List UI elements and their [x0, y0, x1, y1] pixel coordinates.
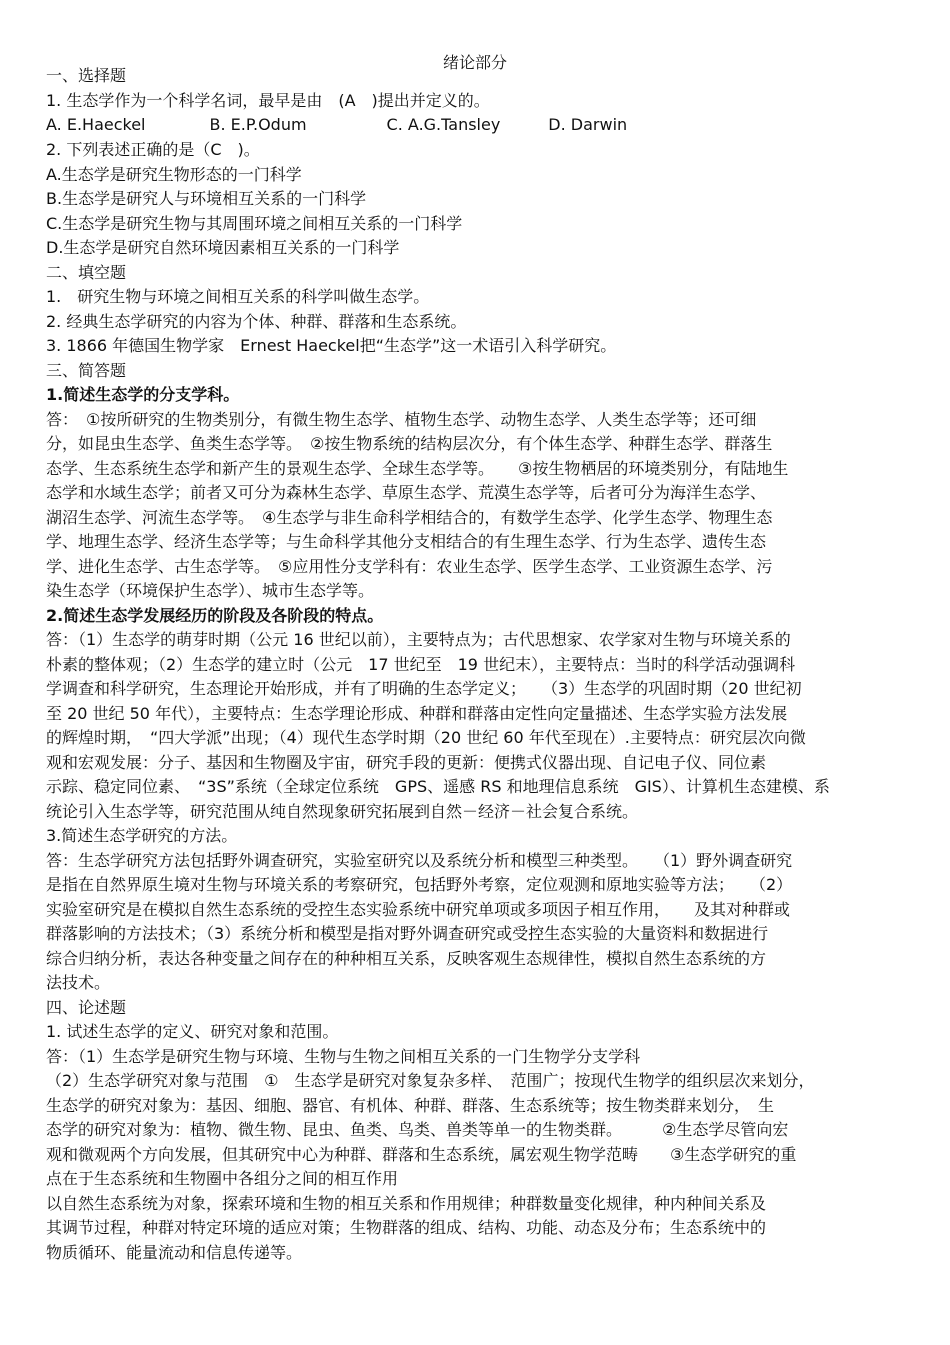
text-line: 观和宏观发展：分子、基因和生物圈及宇宙，研究手段的更新：便携式仪器出现、自记电子仪、同位素	[46, 753, 767, 772]
text-line: 三、简答题	[46, 361, 127, 380]
text-line: 态学和水域生态学；前者又可分为森林生态学、草原生态学、荒漠生态学等，后者可分为海洋生态学、	[46, 483, 767, 502]
text-line: 分，如昆虫生态学、鱼类生态学等。 ②按生物系统的结构层次分，有个体生态学、种群生态学、群落生	[46, 434, 773, 453]
text-line: 1.简述生态学的分支学科。	[46, 385, 240, 404]
text-line: 1. 研究生物与环境之间相互关系的科学叫做生态学。	[46, 287, 430, 306]
text-line: 至 20 世纪 50 年代），主要特点：生态学理论形成、种群和群落由定性向定量描述、生态学实验方法发展	[46, 704, 788, 723]
text-line: 1. 生态学作为一个科学名词，最早是由 (A )提出并定义的。	[46, 91, 490, 110]
text-line: 1. 试述生态学的定义、研究对象和范围。	[46, 1022, 339, 1041]
page-title: 绪论部分	[442, 53, 507, 72]
text-line: 3.简述生态学研究的方法。	[46, 826, 238, 845]
text-line: 答： ①按所研究的生物类别分，有微生物生态学、植物生态学、动物生态学、人类生态学等；还可细	[46, 410, 757, 429]
text-line: 态学的研究对象为：植物、微生物、昆虫、鱼类、鸟类、兽类等单一的生物类群。 ②生态学尽管向宏	[46, 1120, 789, 1139]
text-line: 法技术。	[46, 973, 111, 992]
text-line: 染生态学（环境保护生态学）、城市生态学等。	[46, 581, 375, 600]
text-line: 是指在自然界原生境对生物与环境关系的考察研究，包括野外考察，定位观测和原地实验等方法； （2）	[46, 875, 793, 894]
text-line: 其调节过程，种群对特定环境的适应对策；生物群落的组成、结构、功能、动态及分布；生态系统中的	[46, 1218, 767, 1237]
text-line: A. E.Haeckel B. E.P.Odum C. A.G.Tansley D. Darwin	[46, 115, 628, 134]
text-line: 态学、生态系统生态学和新产生的景观生态学、全球生态学等。 ③按生物栖居的环境类别分，有陆地生	[46, 459, 789, 478]
text-line: 群落影响的方法技术；（3）系统分析和模型是指对野外调查研究或受控生态实验的大量资料和数据进行	[46, 924, 769, 943]
text-line: 2. 经典生态学研究的内容为个体、种群、群落和生态系统。	[46, 312, 467, 331]
text-line: 湖沼生态学、河流生态学等。 ④生态学与非生命科学相结合的，有数学生态学、化学生态学、物理生态	[46, 508, 773, 527]
text-line: 学、地理生态学、经济生态学等；与生命科学其他分支相结合的有生理生态学、行为生态学、遗传生态	[46, 532, 767, 551]
text-line: 统论引入生态学等，研究范围从纯自然现象研究拓展到自然－经济－社会复合系统。	[46, 802, 639, 821]
text-line: 答：（1）生态学是研究生物与环境、生物与生物之间相互关系的一门生物学分支学科	[46, 1047, 641, 1066]
text-line: A.生态学是研究生物形态的一门科学	[46, 165, 302, 184]
text-line: 2. 下列表述正确的是（C )。	[46, 140, 260, 159]
text-line: 一、选择题	[46, 66, 127, 85]
text-line: 实验室研究是在模拟自然生态系统的受控生态实验系统中研究单项或多项因子相互作用， 及其对种群或	[46, 900, 791, 919]
text-line: 以自然生态系统为对象，探索环境和生物的相互关系和作用规律；种群数量变化规律，种内种间关系及	[46, 1194, 767, 1213]
text-line: 的辉煌时期， “四大学派”出现；（4）现代生态学时期（20 世纪 60 年代至现在）.主要特点：研究层次向微	[46, 728, 806, 747]
text-line: 综合归纳分析，表达各种变量之间存在的种种相互关系，反映客观生态规律性，模拟自然生态系统的方	[46, 949, 767, 968]
text-line: 答：生态学研究方法包括野外调查研究，实验室研究以及系统分析和模型三种类型。 （1）野外调查研究	[46, 851, 793, 870]
text-line: 学、进化生态学、古生态学等。 ⑤应用性分支学科有：农业生态学、医学生态学、工业资源生态学、污	[46, 557, 773, 576]
text-line: （2）生态学研究对象与范围 ① 生态学是研究对象复杂多样、 范围广；按现代生物学的组织层次来划分，	[46, 1071, 815, 1090]
text-line: 二、填空题	[46, 263, 127, 282]
text-line: C.生态学是研究生物与其周围环境之间相互关系的一门科学	[46, 214, 463, 233]
text-line: 四、论述题	[46, 998, 127, 1017]
text-line: 学调查和科学研究，生态理论开始形成，并有了明确的生态学定义； （3）生态学的巩固时期（20 世纪初	[46, 679, 802, 698]
text-line: 观和微观两个方向发展，但其研究中心为种群、群落和生态系统，属宏观生物学范畴 ③生态学研究的重	[46, 1145, 797, 1164]
text-line: 物质循环、能量流动和信息传递等。	[46, 1243, 303, 1262]
text-line: 答：（1）生态学的萌芽时期（公元 16 世纪以前），主要特点为；古代思想家、农学家对生物与环境关系的	[46, 630, 791, 649]
text-line: 示踪、稳定同位素、 “3S”系统（全球定位系统 GPS、遥感 RS 和地理信息系统 GIS）、计算机生态建模、系	[46, 777, 830, 796]
text-line: 点在于生态系统和生物圈中各组分之间的相互作用	[46, 1169, 399, 1188]
text-line: 3. 1866 年德国生物学家 Ernest Haeckel把“生态学”这一术语引入科学研究。	[46, 336, 617, 355]
text-line: 朴素的整体观；（2）生态学的建立时（公元 17 世纪至 19 世纪末），主要特点：当时的科学活动强调科	[46, 655, 796, 674]
text-line: B.生态学是研究人与环境相互关系的一门科学	[46, 189, 367, 208]
text-line: 2.简述生态学发展经历的阶段及各阶段的特点。	[46, 606, 384, 625]
text-line: 生态学的研究对象为：基因、细胞、器官、有机体、种群、群落、生态系统等；按生物类群来划分， 生	[46, 1096, 775, 1115]
text-line: D.生态学是研究自然环境因素相互关系的一门科学	[46, 238, 400, 257]
